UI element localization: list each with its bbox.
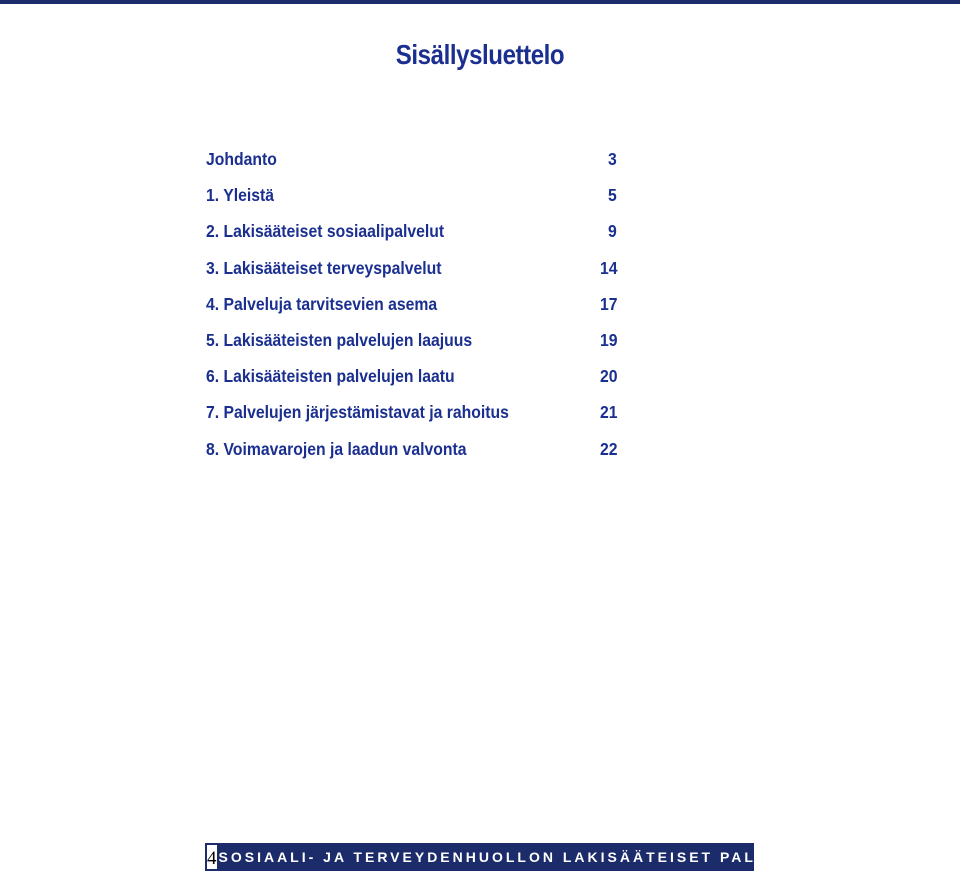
toc-entry-label: 7. Palvelujen järjestämistavat ja rahoitus — [206, 402, 509, 423]
toc-entry-page: 20 — [599, 366, 617, 387]
toc-entry-page: 3 — [608, 149, 617, 169]
toc-entry-page: 9 — [608, 221, 617, 242]
toc-entry-page: 14 — [599, 257, 617, 278]
toc-entry-page: 17 — [599, 293, 617, 314]
toc-entry-page: 22 — [599, 438, 617, 459]
toc-entry[interactable] — [206, 400, 617, 436]
footer-bar — [205, 843, 816, 871]
top-rule — [0, 0, 960, 4]
footer-title: SOSIAALI- JA TERVEYDENHUOLLON LAKISÄÄTEISET PALVELUT — [218, 849, 816, 865]
toc-entry[interactable] — [206, 328, 617, 364]
toc-entry-label: 2. Lakisääteiset sosiaalipalvelut — [206, 221, 445, 242]
toc-entry-label: 1. Yleistä — [206, 185, 275, 206]
table-of-contents — [206, 147, 617, 473]
toc-entry-page: 19 — [599, 329, 617, 350]
toc-entry[interactable] — [206, 256, 617, 292]
toc-entry-page: 5 — [608, 185, 617, 206]
toc-entry-label: 5. Lakisääteisten palvelujen laajuus — [206, 329, 473, 350]
toc-entry-label: 4. Palveluja tarvitsevien asema — [206, 293, 438, 314]
toc-entry[interactable] — [206, 437, 617, 473]
toc-entry[interactable] — [206, 364, 617, 400]
page-title: Sisällysluettelo — [395, 38, 565, 70]
toc-entry-page: 21 — [599, 402, 617, 423]
toc-entry-label: 6. Lakisääteisten palvelujen laatu — [206, 366, 455, 387]
toc-entry[interactable] — [206, 183, 617, 219]
toc-entry[interactable] — [206, 147, 617, 183]
toc-entry-label: 3. Lakisääteiset terveyspalvelut — [206, 257, 442, 278]
toc-entry[interactable] — [206, 219, 617, 255]
toc-entry-label: 8. Voimavarojen ja laadun valvonta — [206, 438, 467, 459]
toc-entry[interactable] — [206, 292, 617, 328]
footer-page-number: 4 — [207, 845, 219, 869]
toc-entry-label: Johdanto — [206, 149, 277, 169]
